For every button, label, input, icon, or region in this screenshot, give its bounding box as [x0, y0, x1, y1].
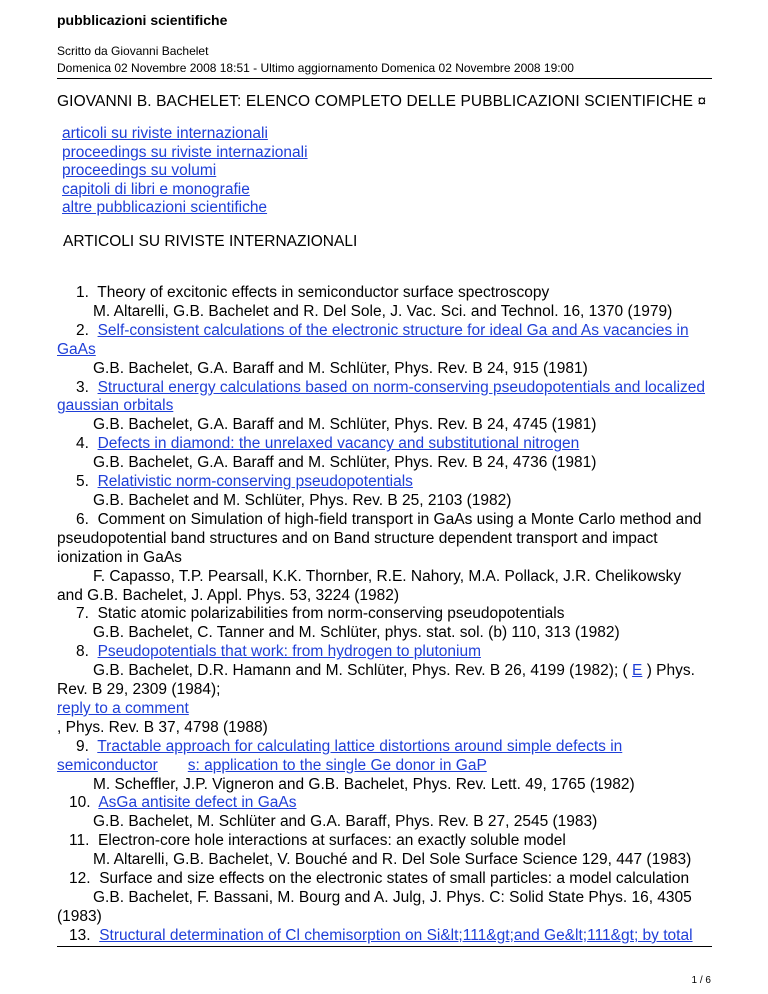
list-item [57, 738, 717, 757]
item-number: 5. [76, 473, 89, 491]
table-of-contents [62, 125, 308, 218]
list-item [57, 794, 717, 813]
item-title-link[interactable]: Structural energy calculations based on norm-conserving pseudopotentials and localized [97, 378, 706, 396]
item-title: Electron-core hole interactions at surfaces: an exactly soluble model [98, 832, 566, 850]
item-citation: F. Capasso, T.P. Pearsall, K.K. Thornber, R.E. Nahory, M.A. Pollack, J.R. Chelikowsky [93, 567, 682, 585]
item-number: 6. [76, 510, 89, 528]
item-citation: and G.B. Bachelet, J. Appl. Phys. 53, 3224 (1982) [57, 586, 400, 604]
list-item [57, 832, 717, 851]
list-item [57, 435, 717, 454]
item-citation: (1983) [57, 907, 102, 925]
date-line: Domenica 02 Novembre 2008 18:51 - Ultimo aggiornamento Domenica 02 Novembre 2008 19:00 [57, 61, 574, 75]
list-item [57, 473, 717, 492]
item-title-link[interactable]: Defects in diamond: the unrelaxed vacancy and substitutional nitrogen [97, 435, 580, 453]
item-citation: G.B. Bachelet and M. Schlüter, Phys. Rev. B 25, 2103 (1982) [93, 491, 512, 509]
list-item [57, 643, 717, 662]
item-title-link[interactable]: GaAs [57, 340, 96, 358]
item-title: Comment on Simulation of high-field transport in GaAs using a Monte Carlo method and [97, 510, 702, 528]
list-item [57, 927, 717, 946]
citation-text: ) Phys. [646, 662, 695, 680]
item-citation: G.B. Bachelet, G.A. Baraff and M. Schlüter, Phys. Rev. B 24, 4736 (1981) [93, 454, 597, 472]
item-citation: G.B. Bachelet, G.A. Baraff and M. Schlüter, Phys. Rev. B 24, 4745 (1981) [93, 416, 597, 434]
author-line: Scritto da Giovanni Bachelet [57, 44, 209, 58]
item-number: 1. [76, 284, 89, 301]
item-title-link[interactable]: Structural determination of Cl chemisorption on Si&lt;111&gt;and Ge&lt;111&gt; by total [99, 926, 693, 944]
publication-list [57, 284, 717, 946]
item-citation: Rev. B 29, 2309 (1984); [57, 681, 221, 699]
item-number: 13. [69, 926, 91, 944]
item-citation: G.B. Bachelet, G.A. Baraff and M. Schlüter, Phys. Rev. B 24, 915 (1981) [93, 359, 588, 377]
item-title: Surface and size effects on the electronic states of small particles: a model calculation [99, 870, 690, 888]
item-title: Theory of excitonic effects in semiconductor surface spectroscopy [97, 284, 550, 301]
footer-divider [57, 946, 712, 947]
list-item [57, 605, 717, 624]
item-title-link[interactable]: gaussian orbitals [57, 397, 174, 415]
item-number: 8. [76, 643, 89, 661]
erratum-link[interactable]: E [632, 662, 643, 680]
item-citation: M. Scheffler, J.P. Vigneron and G.B. Bachelet, Phys. Rev. Lett. 49, 1765 (1982) [93, 775, 635, 793]
item-citation: M. Altarelli, G.B. Bachelet, V. Bouché and R. Del Sole Surface Science 129, 447 (1983) [93, 851, 692, 869]
toc-link-altre[interactable]: altre pubblicazioni scientifiche [62, 199, 268, 216]
toc-link-articoli[interactable]: articoli su riviste internazionali [62, 125, 268, 142]
header-divider [57, 78, 712, 79]
item-number: 11. [69, 832, 90, 850]
list-item [57, 284, 717, 303]
item-number: 3. [76, 378, 89, 396]
item-title: pseudopotential band structures and on Band structure dependent transport and impact [57, 529, 658, 547]
citation-text: G.B. Bachelet, D.R. Hamann and M. Schlüter, Phys. Rev. B 26, 4199 (1982); ( [93, 662, 628, 680]
item-number: 9. [76, 737, 89, 755]
list-item [57, 870, 717, 889]
item-title-link[interactable]: Relativistic norm-conserving pseudopotentials [97, 473, 413, 491]
item-number: 2. [76, 321, 89, 339]
item-citation: G.B. Bachelet, M. Schlüter and G.A. Baraff, Phys. Rev. B 27, 2545 (1983) [93, 813, 598, 831]
item-number: 4. [76, 435, 89, 453]
toc-link-capitoli[interactable]: capitoli di libri e monografie [62, 180, 250, 198]
list-item [57, 511, 717, 530]
document-title: GIOVANNI B. BACHELET: ELENCO COMPLETO DELLE PUBBLICAZIONI SCIENTIFICHE ¤ [57, 93, 707, 110]
item-title: Static atomic polarizabilities from norm-conserving pseudopotentials [97, 605, 565, 623]
list-item [57, 379, 717, 398]
item-title-link[interactable]: Pseudopotentials that work: from hydrogen to plutonium [97, 643, 481, 661]
item-title-link[interactable]: Tractable approach for calculating lattice distortions around simple defects in [97, 737, 623, 755]
item-title-link[interactable]: semiconductor [57, 756, 158, 774]
item-citation: G.B. Bachelet, C. Tanner and M. Schlüter, phys. stat. sol. (b) 110, 313 (1982) [93, 624, 620, 642]
list-item [57, 322, 717, 341]
item-citation [57, 662, 717, 681]
item-title-link[interactable]: Self-consistent calculations of the electronic structure for ideal Ga and As vacancies in [97, 321, 689, 339]
item-citation: , Phys. Rev. B 37, 4798 (1988) [57, 718, 268, 736]
item-citation: G.B. Bachelet, F. Bassani, M. Bourg and A. Julg, J. Phys. C: Solid State Phys. 16, 4305 [93, 889, 692, 906]
page-header-title: pubblicazioni scientifiche [57, 12, 228, 28]
item-title-link[interactable]: AsGa antisite defect in GaAs [98, 794, 297, 812]
section-heading: ARTICOLI SU RIVISTE INTERNAZIONALI [63, 233, 358, 250]
page-number: 1 / 6 [691, 975, 711, 986]
item-number: 7. [76, 605, 89, 623]
item-number: 10. [69, 794, 91, 812]
toc-link-proceedings-volumi[interactable]: proceedings su volumi [62, 162, 217, 179]
item-title-link[interactable]: s: application to the single Ge donor in GaP [187, 756, 487, 774]
toc-link-proceedings-riviste[interactable]: proceedings su riviste internazionali [62, 143, 308, 161]
item-number: 12. [69, 870, 91, 888]
item-citation: M. Altarelli, G.B. Bachelet and R. Del Sole, J. Vac. Sci. and Technol. 16, 1370 (1979) [93, 302, 673, 320]
reply-link[interactable]: reply to a comment [57, 699, 189, 717]
item-title: ionization in GaAs [57, 548, 182, 566]
